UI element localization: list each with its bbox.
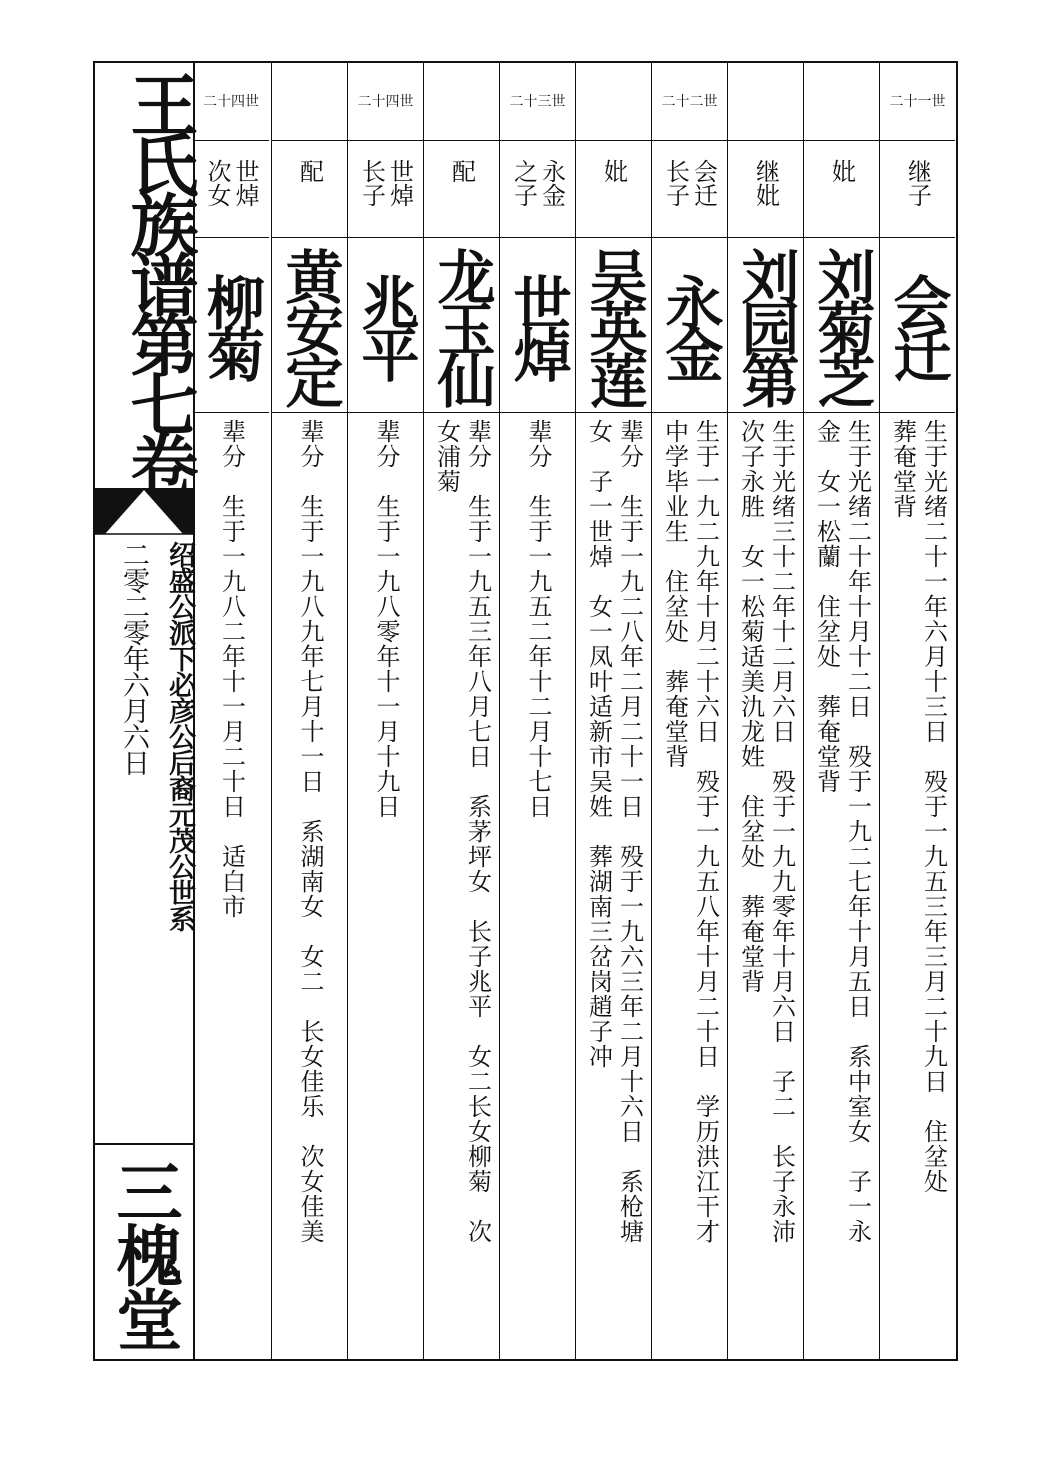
person-name: 会迁 bbox=[883, 273, 952, 377]
generation-label: 二十二世 bbox=[661, 93, 718, 110]
relation-cell bbox=[728, 141, 803, 238]
lineage-subtitle: 绍盛公派下必彦公后裔元茂公世系 bbox=[164, 541, 195, 931]
biography-text: 辈分 生于一九八九年七月十一日 系湖南女 女二 长女佳乐 次女佳美 bbox=[296, 419, 324, 1244]
generation-cell bbox=[193, 63, 269, 141]
biography-cell bbox=[804, 413, 879, 1359]
name-cell bbox=[728, 238, 803, 413]
relation-label: 继妣 bbox=[751, 159, 780, 207]
name-cell bbox=[880, 238, 955, 413]
name-cell bbox=[804, 238, 879, 413]
entry-column bbox=[803, 63, 879, 1359]
biography-text: 辈分 生于一九五二年十二月十七日 bbox=[524, 419, 552, 819]
fishtail-ornament bbox=[95, 488, 193, 538]
generation-cell bbox=[424, 63, 499, 141]
person-name: 兆平 bbox=[351, 273, 420, 377]
generation-cell bbox=[576, 63, 651, 141]
relation-cell bbox=[272, 141, 347, 238]
biography-cell bbox=[880, 413, 955, 1359]
entry-column bbox=[271, 63, 347, 1359]
relation-label: 世焯长子 bbox=[357, 159, 414, 207]
biography-text: 生于一九二九年十月二十六日 殁于一九五八年十月二十日 学历洪江干才 中学毕业生 住坌处 葬奄堂背 bbox=[660, 419, 720, 1244]
generation-label: 二十四世 bbox=[357, 93, 414, 110]
genealogy-page bbox=[93, 61, 958, 1361]
biography-cell bbox=[500, 413, 575, 1359]
relation-label: 妣 bbox=[827, 159, 856, 183]
biography-text: 辈分 生于一九二八年二月二十一日 殁于一九六三年二月十六日 系枪塘 女 子一世焯 女一凤叶适新市吴姓 葬湖南三岔岗趙子冲 bbox=[584, 419, 644, 1244]
generation-label: 二十三世 bbox=[509, 93, 566, 110]
biography-text: 辈分 生于一九八二年十一月二十日 适白市 bbox=[217, 419, 246, 919]
hall-name: 三槐堂 bbox=[105, 1157, 183, 1350]
biography-cell bbox=[652, 413, 727, 1359]
entry-column bbox=[879, 63, 955, 1359]
entry-column bbox=[575, 63, 651, 1359]
relation-cell bbox=[576, 141, 651, 238]
generation-label: 二十一世 bbox=[889, 93, 946, 110]
biography-text: 生于光绪二十一年六月十三日 殁于一九五三年三月二十九日 住坌处 葬奄堂背 bbox=[888, 419, 948, 1194]
relation-cell bbox=[424, 141, 499, 238]
biography-text: 辈分 生于一九八零年十一月十九日 bbox=[372, 419, 400, 819]
generation-cell bbox=[348, 63, 423, 141]
biography-cell bbox=[193, 413, 269, 1359]
genealogy-grid bbox=[193, 63, 956, 1359]
name-cell bbox=[576, 238, 651, 413]
person-name: 柳菊 bbox=[197, 273, 265, 377]
relation-label: 妣 bbox=[599, 159, 628, 183]
name-cell bbox=[500, 238, 575, 413]
relation-label: 世焯次女 bbox=[203, 159, 259, 207]
name-cell bbox=[348, 238, 423, 413]
relation-label: 配 bbox=[447, 159, 476, 183]
generation-cell bbox=[652, 63, 727, 141]
generation-cell bbox=[880, 63, 955, 141]
generation-cell bbox=[500, 63, 575, 141]
relation-cell bbox=[193, 141, 269, 238]
relation-cell bbox=[804, 141, 879, 238]
person-name: 世焯 bbox=[503, 273, 572, 377]
relation-label: 会迁长子 bbox=[661, 159, 718, 207]
entry-column bbox=[193, 63, 269, 1359]
person-name: 刘菊芝 bbox=[807, 247, 876, 403]
generation-cell bbox=[728, 63, 803, 141]
title-strip bbox=[95, 63, 199, 1359]
biography-text: 生于光绪三十二年十二月六日 殁于一九九零年十月六日 子二 长子永沛 次子永胜 女一松菊适美氿龙姓 住坌处 葬奄堂背 bbox=[736, 419, 796, 1244]
biography-text: 生于光绪二十年十月十二日 殁于一九二七年十月五日 系中室女 子一永 金 女一松蘭 住坌处 葬奄堂背 bbox=[812, 419, 872, 1244]
entry-column bbox=[727, 63, 803, 1359]
name-cell bbox=[424, 238, 499, 413]
entry-column bbox=[423, 63, 499, 1359]
biography-cell bbox=[348, 413, 423, 1359]
relation-label: 继子 bbox=[903, 159, 932, 207]
person-name: 黄安定 bbox=[275, 247, 344, 403]
person-name: 龙玉仙 bbox=[427, 247, 496, 403]
book-title: 王氏族谱第七卷 bbox=[119, 69, 199, 490]
relation-label: 永金之子 bbox=[509, 159, 566, 207]
generation-label: 二十四世 bbox=[203, 93, 259, 110]
name-cell bbox=[193, 238, 269, 413]
entry-column bbox=[499, 63, 575, 1359]
person-name: 刘园第 bbox=[731, 247, 800, 403]
name-cell bbox=[652, 238, 727, 413]
biography-text: 辈分 生于一九五三年八月七日 系茅坪女 长子兆平 女二长女柳菊 次 女浦菊 bbox=[432, 419, 492, 1244]
generation-cell bbox=[272, 63, 347, 141]
relation-cell bbox=[880, 141, 955, 238]
biography-cell bbox=[728, 413, 803, 1359]
relation-cell bbox=[348, 141, 423, 238]
relation-cell bbox=[500, 141, 575, 238]
biography-cell bbox=[424, 413, 499, 1359]
publication-date: 二零二零年六月六日 bbox=[118, 541, 149, 775]
hall-divider bbox=[95, 1143, 193, 1145]
entry-column bbox=[651, 63, 727, 1359]
biography-cell bbox=[272, 413, 347, 1359]
name-cell bbox=[272, 238, 347, 413]
biography-cell bbox=[576, 413, 651, 1359]
person-name: 吴英莲 bbox=[579, 247, 648, 403]
relation-label: 配 bbox=[295, 159, 324, 183]
relation-cell bbox=[652, 141, 727, 238]
person-name: 永金 bbox=[655, 273, 724, 377]
entry-column bbox=[347, 63, 423, 1359]
generation-cell bbox=[804, 63, 879, 141]
